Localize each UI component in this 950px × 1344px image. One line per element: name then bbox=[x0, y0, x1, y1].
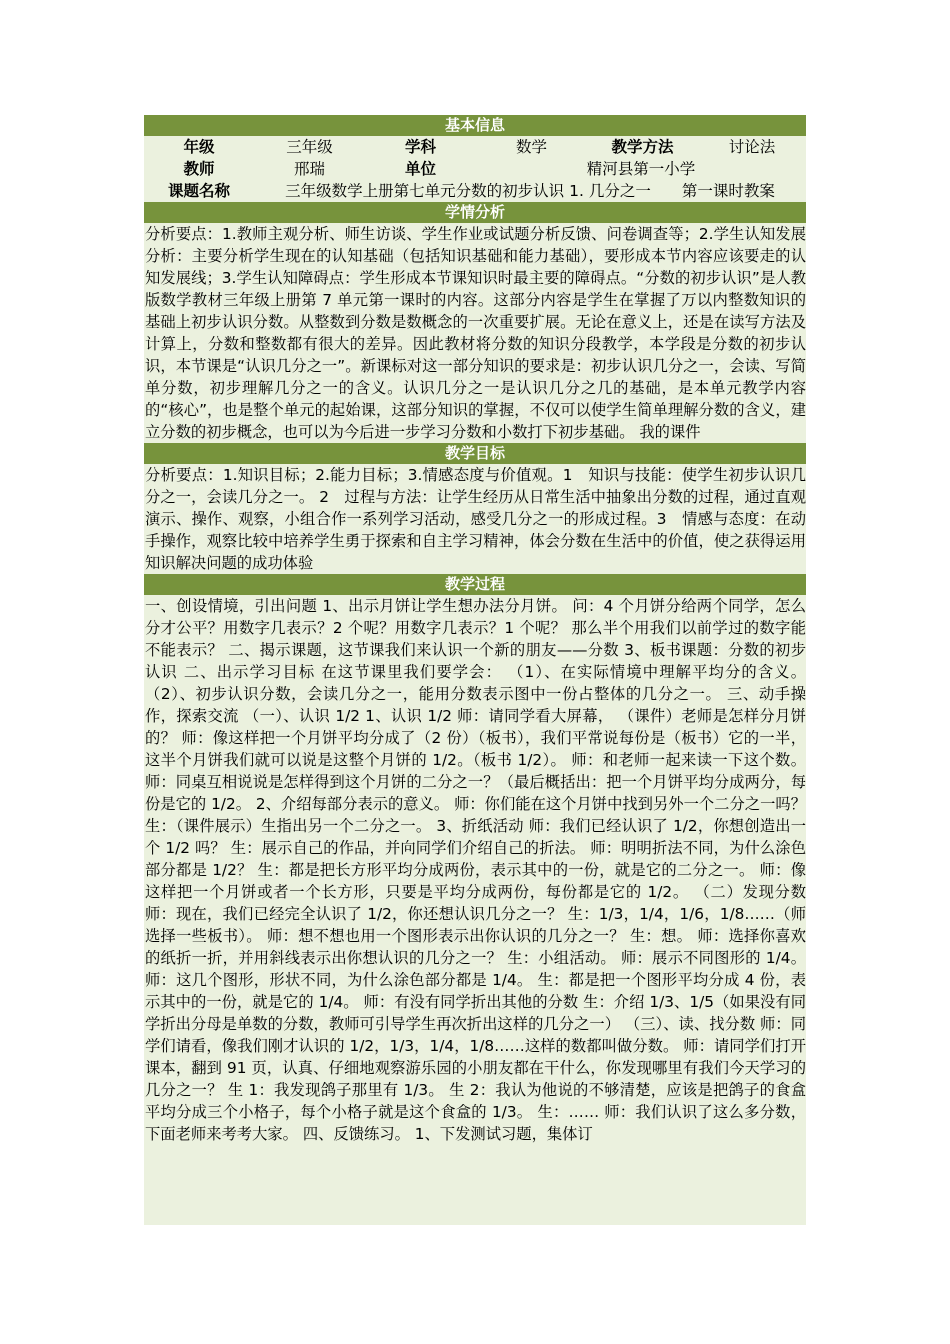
analysis-text: 分析要点：1.教师主观分析、师生访谈、学生作业或试题分析反馈、问卷调查等；2.学生认知发展分析：主要分析学生现在的认知基础（包括知识基础和能力基础），要形成本节内容应该要走的认知发展线；3.学生认知障碍点：学生形成本节课知识时最主要的障碍点。“分数的初步认识”是人教版数学教材三年级上册第 7 单元第一课时的内容。这部分内容是学生在掌握了万以内整数知识的基础上初步认识分数。从整数到分数是数概念的一次重要扩展。无论在意义上，还是在读写方法及计算上，分数和整数都有很大的差异。因此教材将分数的知识分段教学，本学段是分数的初步认识，本节课是“认识几分之一”。新课标对这一部分知识的要求是：初步认识几分之一，会读、写简单分数，初步理解几分之一的含义。认识几分之一是认识几分之几的基础，是本单元教学内容的“核心”，也是整个单元的起始课，这部分知识的掌握，不仅可以使学生简单理解分数的含义，建立分数的初步概念，也可以为今后进一步学习分数和小数打下初步基础。 我的课件 bbox=[145, 225, 806, 441]
objectives-header: 教学目标 bbox=[144, 443, 806, 464]
method-value: 讨论法 bbox=[728, 138, 776, 156]
teacher-label: 教师 bbox=[183, 160, 215, 178]
lesson-label: 课题名称 bbox=[167, 182, 230, 200]
process-text: 一、创设情境，引出问题 1、出示月饼让学生想办法分月饼。 问：4 个月饼分给两个同学，怎么分才公平？用数字几表示？2 个呢？用数字几表示？1 个呢？ 那么半个用我们以前学过的数字能不能表示？ 二、揭示课题，这节课我们来认识一个新的朋友——分数 3、板书课题：分数的初步认识 二、出示学习目标 在这节课里我们要学会： （1）、在实际情境中理解平均分的含义。 （2）、初步认识分数，会读几分之一，能用分数表示图中一份占整体的几分之一。 三、动手操作，探索交流 （一）、认识 1/2 1、认识 1/2 师：请同学看大屏幕， （课件）老师是怎样分月饼的？ 师：像这样把一个月饼平均分成了（2 份）（板书），我们平常说每份是（板书）它的一半，这半个月饼我们就可以说是这整个月饼的 1/2。（板书 1/2）。 师：和老师一起来读一下这个数。 师：同桌互相说说是怎样得到这个月饼的二分之一？（最后概括出：把一个月饼平均分成两分，每份是它的 1/2。 2、介绍每部分表示的意义。 师：你们能在这个月饼中找到另外一个二分之一吗？ 生：（课件展示）生指出另一个二分之一。 3、折纸活动 师：我们已经认识了 1/2，你想创造出一个 1/2 吗？ 生：展示自己的作品，并向同学们介绍自己的折法。 师：明明折法不同，为什么涂色部分都是 1/2？ 生：都是把长方形平均分成两份，表示其中的一份，就是它的二分之一。 师：像这样把一个月饼或者一个长方形，只要是平均分成两份，每份都是它的 1/2。 （二）发现分数 师：现在，我们已经完全认识了 1/2，你还想认识几分之一？ 生：1/3，1/4，1/6，1/8……（师选择一些板书）。 师：想不想也用一个图形表示出你认识的几分之一？ 生：想。 师：选择你喜欢的纸折一折，并用斜线表示出你想认识的几分之一？ 生：小组活动。 师：展示不同图形的 1/4。 师：这几个图形，形状不同，为什么涂色部分都是 1/4。 生：都是把一个图形平均分成 4 份，表示其中的一份，就是它的 1/4。 师：有没有同学折出其他的分数 生：介绍 1/3、1/5（如果没有同学折出分母是单数的分数，教师可引导学生再次折出这样的几分之一） （三）、读、找分数 师：同学们请看，像我们刚才认识的 1/2，1/3，1/4，1/8……这样的数都叫做分数。 师：请同学们打开课本，翻到 91 页，认真、仔细地观察游乐园的小朋友都在干什么，你发现哪里有我们今天学习的几分之一？ 生 1：我发现鸽子那里有 1/3。 生 2：我认为他说的不够清楚，应该是把鸽子的食盒平均分成三个小格子，每个小格子就是这个食盒的 1/3。 生：…… 师：我们认识了这么多分数，下面老师来考考大家。 四、反馈练习。 1、下发测试习题，集体订 bbox=[144, 595, 806, 1225]
objectives-text: 分析要点：1.知识目标；2.能力目标；3.情感态度与价值观。1 知识与技能：使学生初步认识几分之一，会读几分之一。 2 过程与方法：让学生经历从日常生活中抽象出分数的过程，通过直观演示、操作、观察，小组合作一系列学习活动，感受几分之一的形成过程。3 情感与态度：在动手操作，观察比较中培养学生勇于探索和自主学习精神，体会分数在生活中的价值，使之获得运用知识解决问题的成功体验 bbox=[145, 466, 806, 572]
unit-value: 精河县第一小学 bbox=[586, 160, 696, 178]
subject-label: 学科 bbox=[404, 138, 436, 156]
info-row-teacher bbox=[144, 158, 806, 180]
unit-label: 单位 bbox=[404, 160, 436, 178]
subject-value: 数学 bbox=[515, 138, 547, 156]
lesson-value: 三年级数学上册第七单元分数的初步认识 1. 几分之一 第一课时教案 bbox=[285, 182, 775, 200]
grade-label: 年级 bbox=[183, 138, 215, 156]
method-label: 教学方法 bbox=[611, 138, 674, 156]
basic-info-header: 基本信息 bbox=[144, 115, 806, 136]
grade-value: 三年级 bbox=[286, 138, 333, 156]
info-row-grade bbox=[144, 136, 806, 158]
info-row-lesson bbox=[144, 180, 806, 202]
teacher-value: 邢瑞 bbox=[293, 160, 325, 178]
process-header: 教学过程 bbox=[144, 574, 806, 595]
analysis-header: 学情分析 bbox=[144, 202, 806, 223]
lesson-plan-table bbox=[144, 115, 806, 1225]
